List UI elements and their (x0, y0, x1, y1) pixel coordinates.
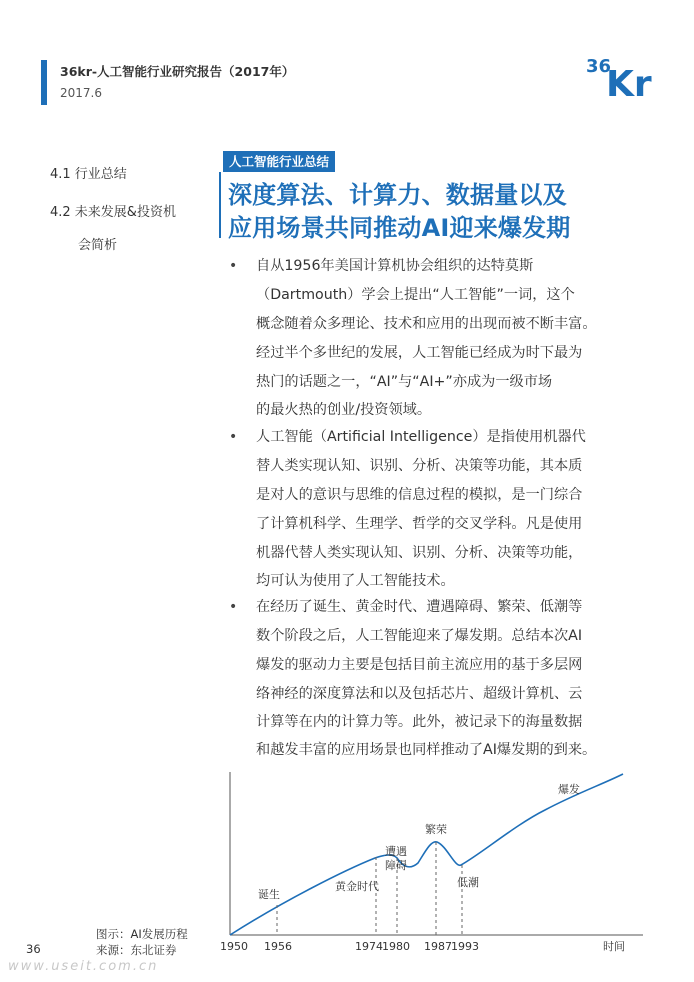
ai-timeline-chart (220, 770, 645, 965)
header-accent-bar (41, 60, 47, 105)
bullet-1-line: 自从1956年美国计算机协会组织的达特莫斯 (256, 258, 534, 274)
bullet-3-line: 在经历了诞生、黄金时代、遭遇障碍、繁荣、低潮等 (256, 599, 583, 615)
bullet-3-line: 和越发丰富的应用场景也同样推动了AI爆发期的到来。 (256, 742, 597, 758)
phase-label-obstacle-1: 遭遇 (385, 845, 407, 858)
bullet-2-line: 是对人的意识与思维的信息过程的模拟，是一门综合 (256, 487, 583, 503)
bullet-2-line: 均可认为使用了人工智能技术。 (256, 573, 455, 589)
bullet-3-line: 计算等在内的计算力等。此外，被记录下的海量数据 (256, 714, 583, 730)
bullet-1-line: 热门的话题之一，“AI”与“AI+”亦成为一级市场 (256, 374, 553, 390)
toc-item-industry-summary[interactable]: 4.1 行业总结 (50, 167, 127, 182)
x-tick-1950: 1950 (220, 940, 248, 953)
phase-label-golden-age: 黄金时代 (335, 880, 379, 893)
toc-item-future-development[interactable]: 4.2 未来发展&投资机 (50, 205, 176, 220)
x-axis-label: 时间 (603, 940, 625, 953)
bullet-3-line: 爆发的驱动力主要是包括目前主流应用的基于多层网 (256, 657, 583, 673)
watermark: www.useit.com.cn (8, 959, 159, 974)
x-tick-1956: 1956 (264, 940, 292, 953)
bullet-3-line: 数个阶段之后，人工智能迎来了爆发期。总结本次AI (256, 628, 583, 644)
bullet-1-line: 概念随着众多理论、技术和应用的出现而被不断丰富。 (256, 316, 597, 332)
report-date: 2017.6 (60, 86, 102, 100)
36kr-logo (584, 52, 666, 105)
trend-line (230, 774, 623, 935)
phase-label-prosperity: 繁荣 (425, 823, 447, 836)
source-caption: 来源：东北证券 (96, 943, 177, 957)
toc-item-future-development-cont[interactable]: 会简析 (78, 238, 118, 253)
bullet-2-line: 了计算机科学、生理学、哲学的交叉学科。凡是使用 (256, 516, 583, 532)
bullet-1-line: 的最火热的创业/投资领域。 (256, 402, 432, 418)
x-tick-1980: 1980 (382, 940, 410, 953)
page-number: 36 (26, 942, 41, 956)
report-title: 36kr-人工智能行业研究报告（2017年） (60, 64, 295, 79)
bullet-2-line: 人工智能（Artificial Intelligence）是指使用机器代 (256, 429, 586, 445)
x-tick-1993: 1993 (451, 940, 479, 953)
logo-36: 36 (586, 56, 612, 77)
bullet-2-line: 替人类实现认知、识别、分析、决策等功能，其本质 (256, 458, 583, 474)
phase-label-birth: 诞生 (258, 888, 280, 901)
page-heading-line-1: 深度算法、计算力、数据量以及 (228, 181, 567, 209)
bullet-dot: • (229, 258, 238, 274)
page-heading-line-2: 应用场景共同推动AI迎来爆发期 (228, 214, 571, 242)
bullet-2-line: 机器代替人类实现认知、识别、分析、决策等功能， (256, 545, 583, 561)
phase-label-low-tide: 低潮 (457, 876, 479, 889)
heading-accent-rule (219, 172, 221, 238)
logo-kr: Kr (606, 64, 652, 105)
phase-label-obstacle-2: 障碍 (385, 859, 407, 872)
bullet-dot: • (229, 429, 238, 445)
x-tick-1974: 1974 (355, 940, 383, 953)
section-tag: 人工智能行业总结 (223, 151, 335, 172)
phase-label-explosion: 爆发 (558, 783, 580, 796)
figure-caption: 图示：AI发展历程 (96, 927, 188, 941)
bullet-3-line: 络神经的深度算法和以及包括芯片、超级计算机、云 (256, 686, 583, 702)
x-tick-1987: 1987 (424, 940, 452, 953)
bullet-1-line: 经过半个多世纪的发展，人工智能已经成为时下最为 (256, 345, 583, 361)
bullet-dot: • (229, 599, 238, 615)
bullet-1-line: （Dartmouth）学会上提出“人工智能”一词，这个 (256, 287, 575, 303)
